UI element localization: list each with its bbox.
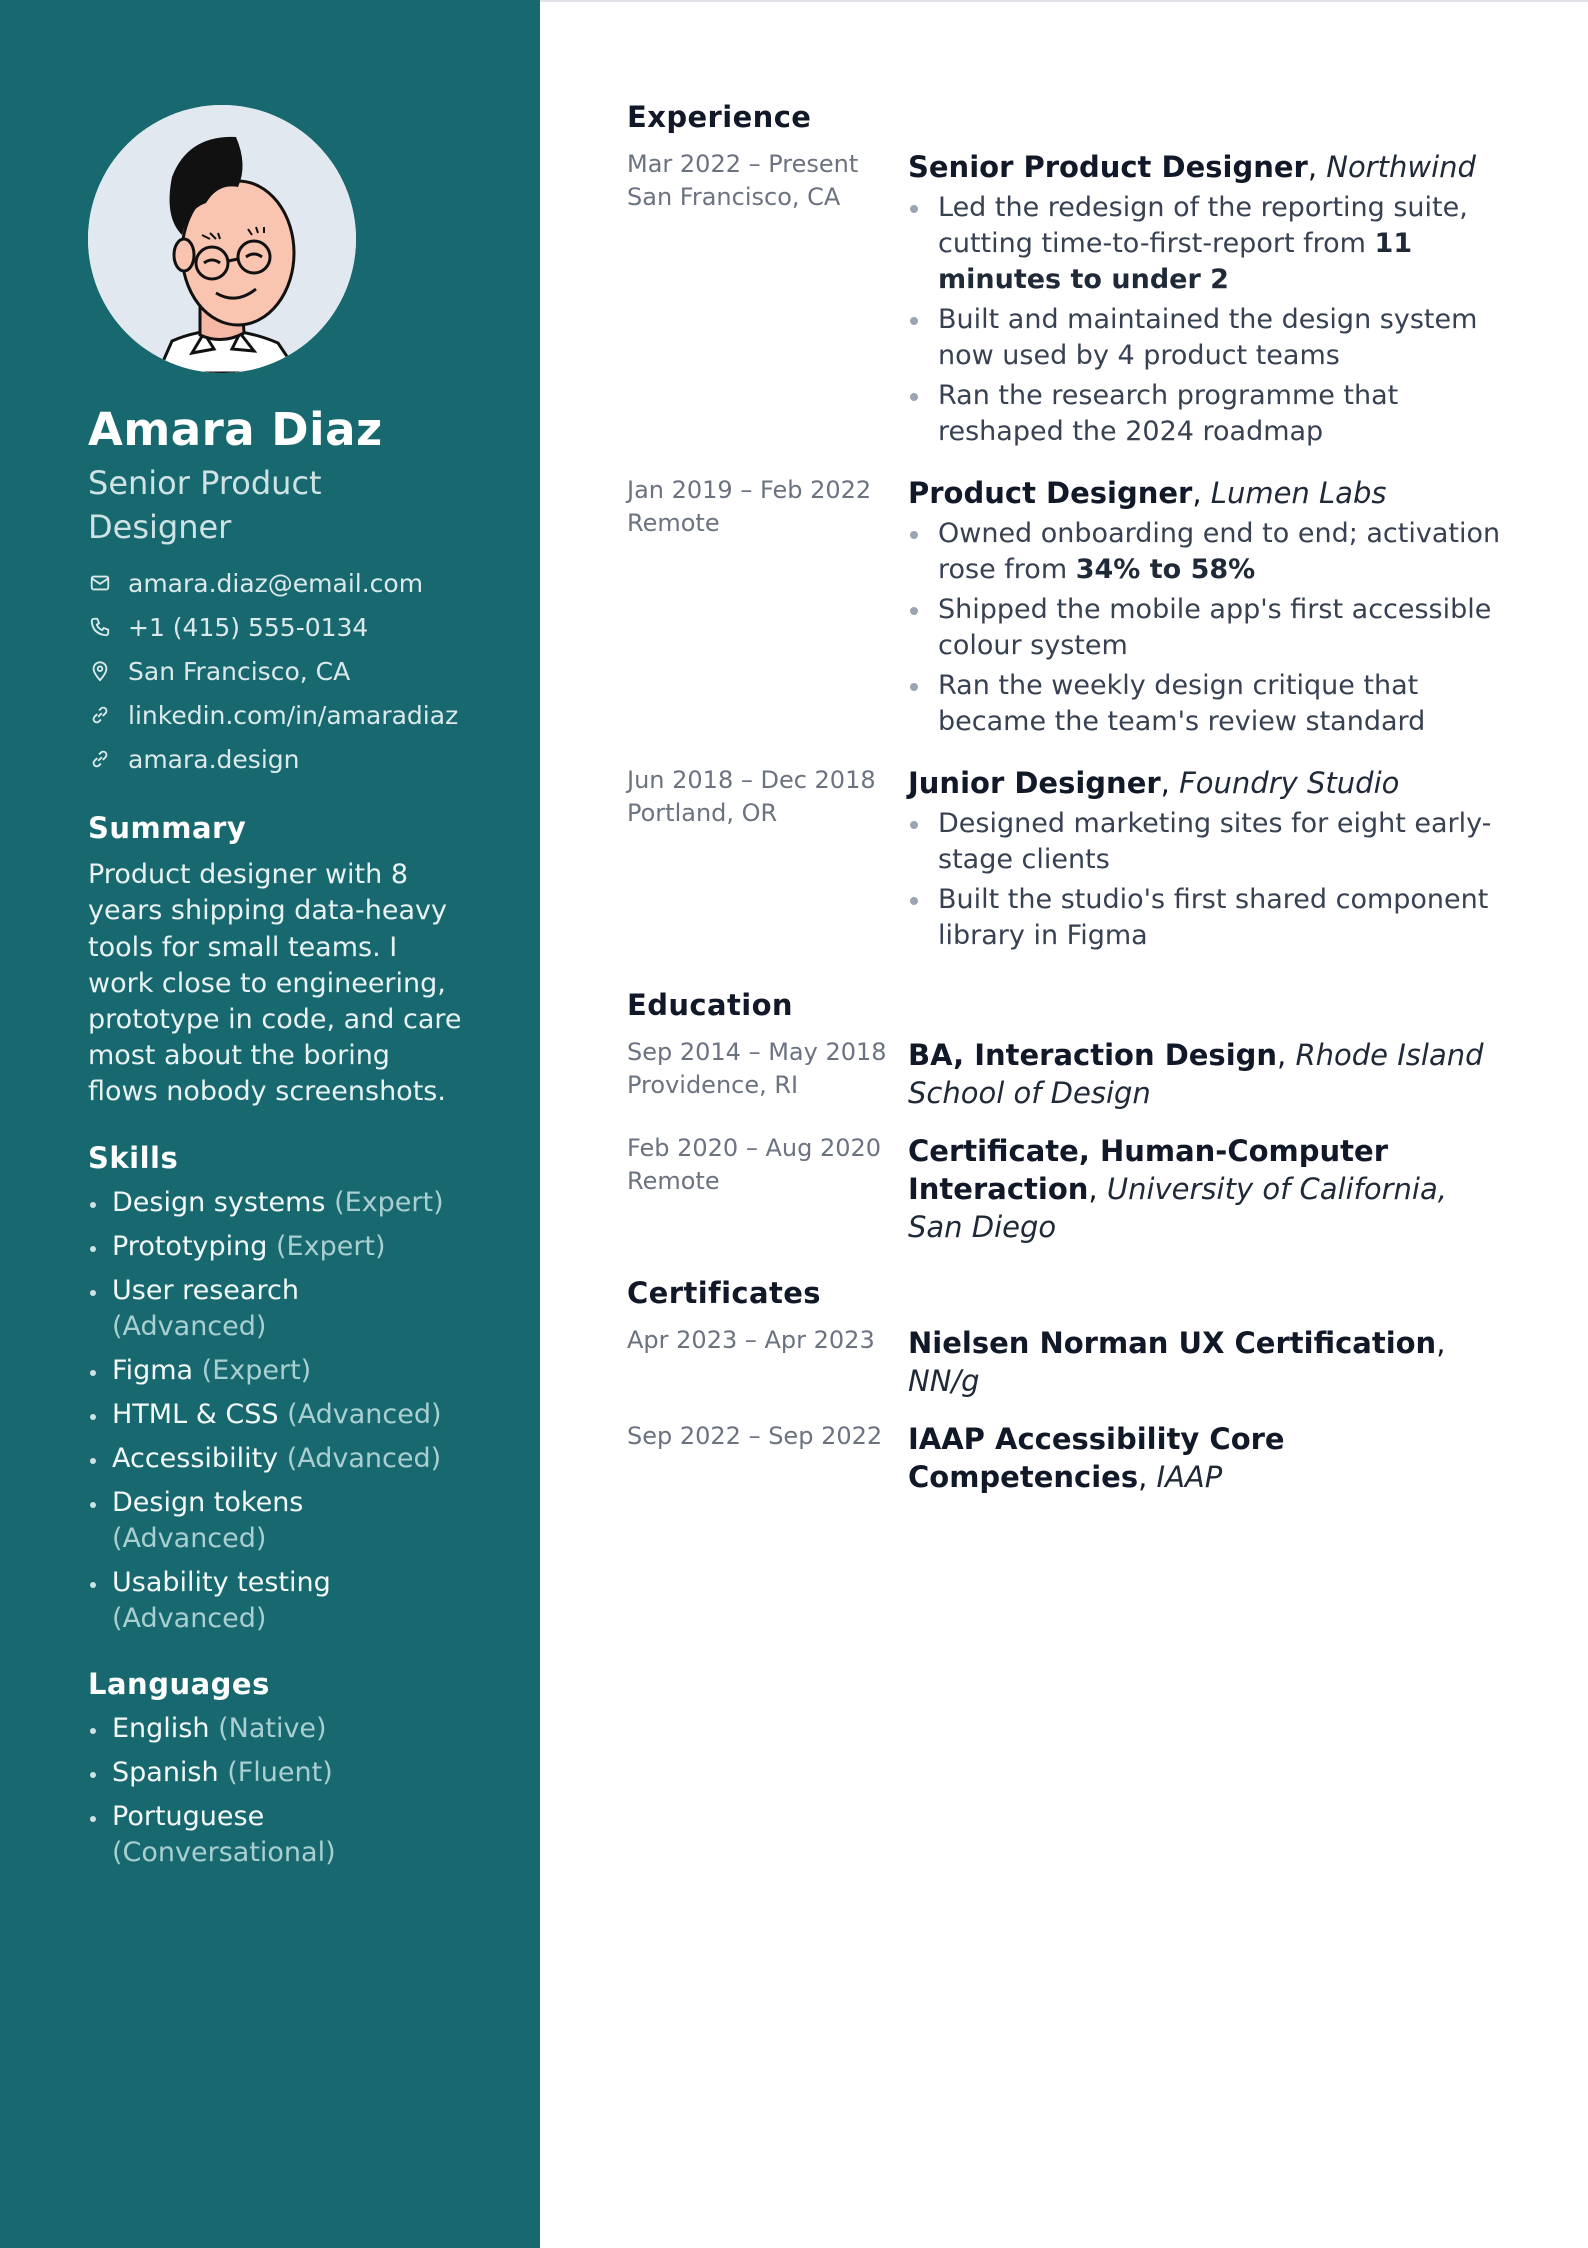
skill-item (88, 1441, 458, 1477)
skill-name: Design tokens (112, 1486, 304, 1518)
entry-dates: Jan 2019 – Feb 2022 (627, 476, 872, 504)
skill-item (88, 1485, 458, 1557)
experience-entry (627, 764, 1507, 958)
education-entry (627, 1132, 1507, 1246)
issuer: IAAP (1156, 1460, 1223, 1494)
education-heading: Education (627, 988, 793, 1022)
certificate-entry (627, 1324, 1507, 1400)
skill-name: Figma (112, 1354, 194, 1386)
language-name: English (112, 1712, 210, 1744)
bullet-item (908, 302, 1507, 374)
language-level: (Native) (218, 1712, 327, 1744)
language-name: Portuguese (112, 1800, 265, 1832)
skill-level: (Expert) (334, 1186, 444, 1218)
entry-meta (627, 1324, 908, 1400)
bullet-text: Ran the weekly design critique that became the team's review standard (938, 670, 1426, 737)
skill-name: Prototyping (112, 1230, 268, 1262)
entry-meta (627, 148, 908, 454)
bullet-highlight: 11 minutes to under 2 (938, 228, 1413, 295)
phone-icon (88, 615, 112, 639)
entry-dates: Apr 2023 – Apr 2023 (627, 1326, 875, 1354)
entry-dates: Jun 2018 – Dec 2018 (627, 766, 876, 794)
bullet-item (908, 592, 1507, 664)
skill-item (88, 1565, 458, 1637)
entry-bullets (908, 516, 1507, 740)
skill-level: (Advanced) (112, 1310, 267, 1342)
entry-title-line: Junior Designer, Foundry Studio (908, 766, 1400, 800)
bullet-text: Ran the research programme that reshaped the 2024 roadmap (938, 380, 1399, 447)
entry-title-line: Product Designer, Lumen Labs (908, 476, 1387, 510)
skill-level: (Advanced) (112, 1602, 267, 1634)
entry-dates: Sep 2022 – Sep 2022 (627, 1422, 883, 1450)
experience-heading: Experience (627, 100, 812, 134)
contact-email-text: amara.diaz@email.com (128, 568, 424, 598)
candidate-role: Senior Product Designer (88, 464, 322, 547)
experience-entry (627, 474, 1507, 744)
bullet-highlight: 34% to 58% (1075, 554, 1256, 585)
degree-title: BA, Interaction Design (908, 1038, 1278, 1072)
contact-phone-text: +1 (415) 555-0134 (128, 612, 369, 642)
languages-list (88, 1711, 500, 1871)
institution: Rhode Island School of Design (908, 1038, 1484, 1110)
mail-icon (88, 571, 112, 595)
summary-text: Product designer with 8 years shipping data-heavy tools for small teams. I work close to engineering, prototype in code, and care most about the boring flows nobody screenshots. (88, 859, 462, 1108)
entry-title-line: IAAP Accessibility Core Competencies, IAAP (908, 1422, 1285, 1494)
bullet-text: Built and maintained the design system now used by 4 product teams (938, 304, 1478, 371)
entry-dates: Mar 2022 – Present (627, 150, 859, 178)
certificates-section (627, 1276, 1507, 1496)
summary-heading: Summary (88, 811, 247, 846)
entry-body (908, 1132, 1507, 1246)
experience-entry (627, 148, 1507, 454)
contact-linkedin-text: linkedin.com/in/amaradiaz (128, 700, 459, 730)
job-title: Senior Product Designer (908, 150, 1308, 184)
skill-level: (Advanced) (287, 1398, 442, 1430)
candidate-name: Amara Diaz (88, 403, 383, 456)
bullet-item (908, 378, 1507, 450)
entry-meta (627, 1420, 908, 1496)
entry-title-line: Nielsen Norman UX Certification, NN/g (908, 1326, 1446, 1398)
avatar (88, 105, 356, 373)
entry-body (908, 1036, 1507, 1112)
skill-name: HTML & CSS (112, 1398, 279, 1430)
sidebar (0, 0, 540, 2248)
certificate-title: IAAP Accessibility Core Competencies (908, 1422, 1285, 1494)
institution: University of California, San Diego (908, 1172, 1447, 1244)
entry-location: Providence, RI (627, 1071, 799, 1099)
entry-title-line: BA, Interaction Design, Rhode Island School of Design (908, 1038, 1484, 1110)
entry-body (908, 1420, 1507, 1496)
entry-location: Portland, OR (627, 799, 778, 827)
bullet-text: Owned onboarding end to end; activation rose from (938, 518, 1501, 585)
link-icon (88, 747, 112, 771)
skill-item (88, 1185, 458, 1221)
contact-email[interactable] (88, 561, 500, 605)
bullet-item (908, 190, 1507, 298)
certificates-heading: Certificates (627, 1276, 821, 1310)
bullet-text: Built the studio's first shared component library in Figma (938, 884, 1489, 951)
skills-heading: Skills (88, 1140, 179, 1175)
entry-meta (627, 474, 908, 744)
entry-location: Remote (627, 1167, 720, 1195)
skill-name: User research (112, 1274, 299, 1306)
education-entry (627, 1036, 1507, 1112)
entry-meta (627, 1036, 908, 1112)
bullet-item (908, 882, 1507, 954)
entry-title-line: Certificate, Human-Computer Interaction, University of California, San Diego (908, 1134, 1447, 1244)
contact-website[interactable] (88, 737, 500, 781)
entry-dates: Feb 2020 – Aug 2020 (627, 1134, 882, 1162)
skill-level: (Advanced) (286, 1442, 442, 1474)
skill-level: (Advanced) (112, 1522, 267, 1554)
employer: Foundry Studio (1179, 766, 1400, 800)
contact-website-text: amara.design (128, 744, 300, 774)
location-pin-icon (88, 659, 112, 683)
entry-dates: Sep 2014 – May 2018 (627, 1038, 887, 1066)
entry-bullets (908, 806, 1507, 954)
job-title: Product Designer (908, 476, 1193, 510)
contact-phone[interactable] (88, 605, 500, 649)
skill-name: Accessibility (112, 1442, 279, 1474)
bullet-text: Designed marketing sites for eight early-stage clients (938, 808, 1492, 875)
experience-section (627, 100, 1507, 958)
employer: Lumen Labs (1210, 476, 1387, 510)
contact-location (88, 649, 500, 693)
entry-body (908, 764, 1507, 958)
contact-linkedin[interactable] (88, 693, 500, 737)
employer: Northwind (1326, 150, 1476, 184)
entry-meta (627, 1132, 908, 1246)
entry-body (908, 1324, 1507, 1400)
link-icon (88, 703, 112, 727)
skill-level: (Expert) (201, 1354, 312, 1386)
degree-title: Certificate, Human-Computer Interaction (908, 1134, 1389, 1206)
language-item (88, 1799, 458, 1871)
certificate-entry (627, 1420, 1507, 1496)
contact-list (88, 561, 500, 781)
job-title: Junior Designer (908, 766, 1161, 800)
languages-heading: Languages (88, 1666, 270, 1701)
skill-name: Design systems (112, 1186, 326, 1218)
education-section (627, 988, 1507, 1246)
bullet-text: Led the redesign of the reporting suite, cutting time-to-first-report from (938, 192, 1468, 259)
language-item (88, 1755, 458, 1791)
entry-body (908, 474, 1507, 744)
skills-list (88, 1185, 500, 1637)
skill-item (88, 1229, 458, 1265)
language-item (88, 1711, 458, 1747)
bullet-text: Shipped the mobile app's first accessible colour system (938, 594, 1492, 661)
certificate-title: Nielsen Norman UX Certification (908, 1326, 1437, 1360)
issuer: NN/g (908, 1364, 980, 1398)
entry-location: Remote (627, 509, 720, 537)
bullet-item (908, 668, 1507, 740)
avatar-illustration-icon (88, 105, 356, 373)
entry-bullets (908, 190, 1507, 450)
main-content (627, 100, 1507, 1526)
skill-item (88, 1397, 458, 1433)
skill-item (88, 1353, 458, 1389)
entry-meta (627, 764, 908, 958)
skill-item (88, 1273, 458, 1345)
skill-name: Usability testing (112, 1566, 331, 1598)
language-name: Spanish (112, 1756, 219, 1788)
entry-body (908, 148, 1507, 454)
language-level: (Conversational) (112, 1836, 336, 1868)
bullet-item (908, 806, 1507, 878)
skill-level: (Expert) (276, 1230, 386, 1262)
bullet-item (908, 516, 1507, 588)
contact-location-text: San Francisco, CA (128, 656, 351, 686)
entry-title-line: Senior Product Designer, Northwind (908, 150, 1476, 184)
language-level: (Fluent) (227, 1756, 333, 1788)
entry-location: San Francisco, CA (627, 183, 841, 211)
